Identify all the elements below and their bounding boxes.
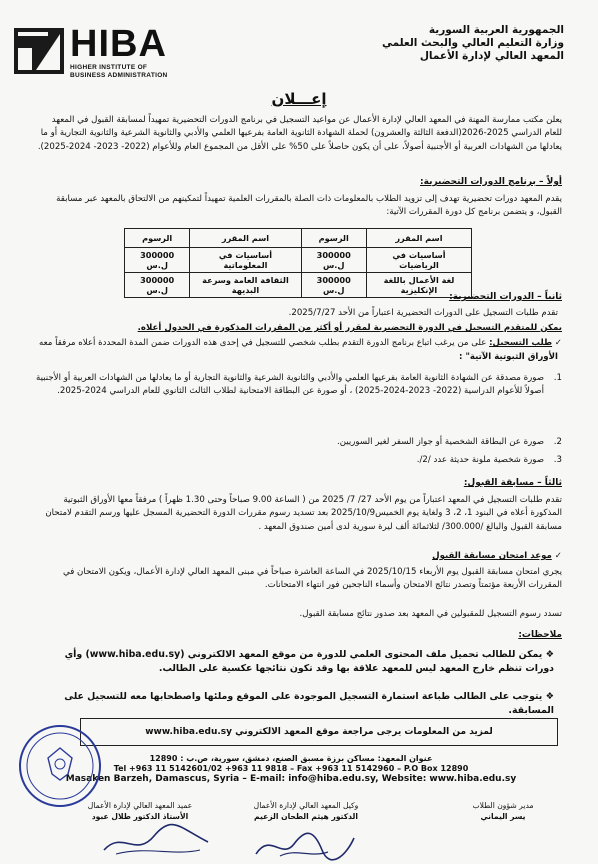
section1-heading: أولاً – برنامج الدورات التحضيرية: (420, 177, 562, 187)
logo-subtitle: HIGHER INSTITUTE OF BUSINESS ADMINISTRATION (70, 64, 168, 79)
page-title: إعـــلان (271, 90, 327, 108)
notes-heading: ملاحظات: (518, 630, 562, 640)
official-seal-icon (18, 724, 102, 808)
diamond-bullet-icon: ❖ (542, 691, 554, 702)
header-line2: وزارة التعليم العالي والبحث العلمي (381, 37, 564, 49)
header-line3: المعهد العالي لإدارة الأعمال (419, 50, 564, 62)
section3-heading: ثالثاً – مسابقة القبول: (463, 478, 562, 488)
doc2-text: صورة عن البطاقة الشخصية أو جواز السفر لغير السوريين. (337, 437, 544, 447)
exam-heading: ✓ موعد امتحان مسابقة القبول (432, 551, 562, 561)
section1-text: يقدم المعهد دورات تحضيرية تهدف إلى تزويد الطلاب بالمعلومات ذات الصلة بالمقررات العلمية تمهيداً لتمكينهم من الالتحاق بالمعهد عبر مسابقة القبول، و يتضمن برنامج كل دورة المقررات الآتية: (56, 194, 562, 218)
website-info-box: لمزيد من المعلومات يرجى مراجعة موقع المعهد الالكتروني www.hiba.edu.sy (80, 718, 558, 746)
contact-footer (35, 754, 547, 784)
address-english: Masaken Barzeh, Damascus, Syria – E-mail: info@hiba.edu.sy, Website: www.hiba.edu.sy (65, 774, 517, 784)
table-header-row: اسم المقرر الرسوم اسم المقرر الرسوم (125, 229, 472, 248)
table-row: أساسيات في الرياضيات 300000 ل.س أساسيات في المعلوماتية 300000 ل.س (125, 248, 472, 273)
header-block (334, 24, 564, 63)
signature-students-affairs: مدير شؤون الطلاب يسر اليماني (472, 801, 534, 821)
section2-line2: يمكن للمتقدم التسجيل في الدورة التحضيرية لمقرر أو أكثر من المقررات المذكورة في الجدول أعلاه. (137, 323, 562, 333)
table-row: لغة الأعمال باللغة الإنكليزية 300000 ل.س الثقافة العامة وسرعة البديهة 300000 ل.س (125, 273, 472, 298)
signature-dean: عميد المعهد العالي لإدارة الأعمال الأستاذ الدكتور طلال عبود (87, 801, 193, 821)
exam-text: يجري امتحان مسابقة القبول يوم الأربعاء 2025/10/15 في الساعة العاشرة صباحاً في مبنى المعهد العالي لإدارة الأعمال، ويكون الامتحان في المقررات الأربعة مؤتمتاً وتصدر نتائج الامتحان وأسماء الناجحين فور انتهاء الامتحانات. (63, 567, 562, 591)
fees-table (124, 228, 472, 298)
check-icon: ✓ (551, 551, 562, 561)
signature-deputy-dean: وكيل المعهد العالي لإدارة الأعمال الدكتور هيثم الطحان الزعيم (253, 801, 359, 821)
doc1-number: .1 (553, 373, 562, 383)
logo-word: HIBA (70, 23, 167, 65)
doc2-number: .2 (553, 437, 562, 447)
registration-request: ✓ طلب التسجيل: على من يرغب اتباع برنامج الدورة التقدم بطلب شخصي للتسجيل في إحدى هذه الدورات ضمن المدة المحددة أعلاه مرفقاً معه (39, 338, 562, 348)
section2-line1: تقدم طلبات التسجيل على الدورات التحضيرية اعتباراً من الأحد 2025/7/27. (288, 308, 558, 318)
hiba-logo-icon (14, 28, 64, 74)
fees-text: تسدد رسوم التسجيل للمقبولين في المعهد بعد صدور نتائج مسابقة القبول. (299, 609, 562, 619)
docs-title: الأوراق الثبوتية الآتية" : (459, 352, 558, 362)
section2-heading: ثانياً – الدورات التحضيرية: (449, 292, 562, 302)
doc1-text: صورة مصدقة عن الشهادة الثانوية العامة بفرعيها العلمي والأدبي والثانوية الشرعية والثانوية التجارية أو ما يعادلها من الشهادات العربية أو الأجنبية أصولاً للأعوام الدراسية (2022- 2023-2024-2025) ، أو صورة عن البطاقة الامتحانية لطلاب الثالث الثانوي للعام الدراسي 2024-2025. (35, 373, 544, 397)
handwritten-signature-icon (250, 826, 360, 862)
header-line1: الجمهورية العربية السورية (428, 24, 564, 36)
address-arabic: عنوان المعهد: مساكن برزة مسبق الصنع، دمشق، سورية، ص.ب : 12890 (149, 754, 433, 763)
check-icon: ✓ (552, 338, 562, 348)
intro-paragraph: يعلن مكتب ممارسة المهنة في المعهد العالي لإدارة الأعمال عن مواعيد التسجيل في برنامج الدورات التحضيرية تمهيداً لمسابقة القبول في المعهد للعام الدراسي 2025-2026(الدفعة الثالثة والعشرون) لحملة الشهادة الثانوية العامة بفرعيها العلمي والأدبي والثانوية الشرعية والثانوية التجارية أو ما يعادلها من الشهادات العربية أو الأجنبية أصولاً، على أن يكون حاصلاً على 50% على الأقل من المجموع العام وللأعوام (2022- 2023- 2024-2025). (37, 115, 562, 152)
phone-line: Tel +963 11 5142601/02 +963 11 9818 – Fax +963 11 5142960 – P.O Box 12890 (113, 764, 469, 773)
section3-text: تقدم طلبات التسجيل في المعهد اعتباراً من يوم الأحد 27/ 7/ 2025 من ( الساعة 9.00 صباحاً وحتى 1.30 ظهراً ) مرفقاً معها الأوراق الثبوتية المذكورة أعلاه في البنود 1، 2، 3 ولغاية يوم الخميس2025/10/9 بعد تسديد رسوم مقررات الدورة التحضيرية المسجل عليها ورسم التقدم لامتحان مسابقة القبول والبالغ /300.000/ لثلاثمائة ألف ليرة سورية لدى أمين صندوق المعهد . (45, 495, 562, 532)
note-2: ❖ يتوجب على الطالب طباعة استمارة التسجيل الموجودة على الموقع وملئها واصطحابها معه للتسجيل على المسابقة. (64, 691, 554, 716)
doc3-text: صورة شخصية ملونة حديثة عدد /2/. (416, 455, 544, 465)
handwritten-signature-icon (96, 820, 216, 860)
diamond-bullet-icon: ❖ (542, 649, 554, 660)
doc3-number: .3 (553, 455, 562, 465)
note-1: ❖ يمكن للطالب تحميل ملف المحتوى العلمي للدورة من موقع المعهد الالكتروني (www.hiba.edu.sy) وأي دورات تنظم خارج المعهد ليس للمعهد علاقة بها وقد تكون نتائجها عكسية على الطالب. (64, 649, 554, 674)
